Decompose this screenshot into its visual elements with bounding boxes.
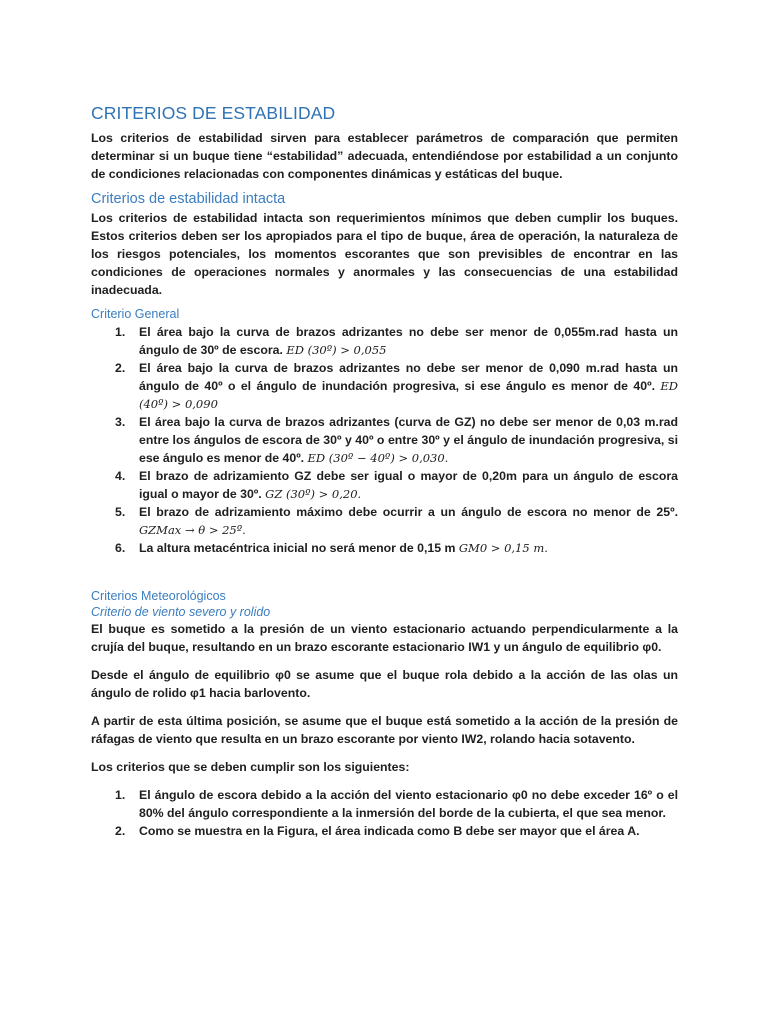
list-item-text: La altura metacéntrica inicial no será menor de 0,15 m bbox=[139, 541, 456, 555]
meteo-paragraph-2: Desde el ángulo de equilibrio φ0 se asume que el buque rola debido a la acción de las olas un ángulo de rolido φ1 hacia barlovento. bbox=[91, 668, 678, 700]
list-item-text: Como se muestra en la Figura, el área indicada como B debe ser mayor que el área A. bbox=[139, 824, 640, 838]
document-content bbox=[91, 103, 678, 840]
page-title: CRITERIOS DE ESTABILIDAD bbox=[91, 103, 336, 123]
viento-severo-subheading: Criterio de viento severo y rolido bbox=[91, 605, 271, 619]
formula: ED (40º) > 0,090 bbox=[139, 379, 678, 411]
criterio-general-heading: Criterio General bbox=[91, 307, 180, 321]
list-item: 5. El brazo de adrizamiento máximo debe ocurrir a un ángulo de escora no menor de 25º. GZMax → θ > 25º. bbox=[115, 505, 678, 537]
meteorologicos-list bbox=[91, 786, 678, 840]
formula: ED (30º) > 0,055 bbox=[286, 343, 387, 357]
list-item: 3. El área bajo la curva de brazos adrizantes (curva de GZ) no debe ser menor de 0,03 m.rad entre los ángulos de escora de 30º y 40º o entre 30º y el ángulo de inundación progresiva, si ese ángulo es menor de 40º. ED (30º − 40º) > 0,030. bbox=[115, 415, 678, 465]
formula: GZMax → θ > 25º. bbox=[139, 523, 246, 537]
list-item-text: El área bajo la curva de brazos adrizantes (curva de GZ) no debe ser menor de 0,03 m.rad entre los ángulos de escora de 30º y 40º o entre 30º y el ángulo de inundación progresiva, si ese ángulo es menor de 40º. bbox=[139, 415, 678, 465]
list-item: 6. La altura metacéntrica inicial no será menor de 0,15 m GM0 > 0,15 m. bbox=[115, 541, 548, 555]
list-item: 1. El ángulo de escora debido a la acción del viento estacionario φ0 no debe exceder 16º o el 80% del ángulo correspondiente a la inmersión del borde de la cubierta, el que sea menor. bbox=[115, 788, 678, 820]
intacta-paragraph: Los criterios de estabilidad intacta son requerimientos mínimos que deben cumplir los buques. Estos criterios deben ser los apropiados para el tipo de buque, área de operación, la naturaleza de los riesgos potenciales, los momentos escorantes que son previsibles de encontrar en las condiciones de operaciones normales y anormales y las consecuencias de una estabilidad inadecuada. bbox=[91, 211, 678, 297]
section-heading-intacta: Criterios de estabilidad intacta bbox=[91, 191, 286, 207]
criterio-general-list bbox=[91, 323, 678, 557]
list-item: 2. El área bajo la curva de brazos adrizantes no debe ser menor de 0,090 m.rad hasta un ángulo de 40º o el ángulo de inundación progresiva, si ese ángulo es menor de 40º. ED (40º) > 0,090 bbox=[115, 361, 678, 411]
list-item-text: El área bajo la curva de brazos adrizantes no debe ser menor de 0,090 m.rad hasta un ángulo de 40º o el ángulo de inundación progresiva, si ese ángulo es menor de 40º. bbox=[139, 361, 678, 393]
formula: GZ (30º) > 0,20. bbox=[265, 487, 362, 501]
meteo-paragraph-1: El buque es sometido a la presión de un viento estacionario actuando perpendicularmente a la crujía del buque, resultando en un brazo escorante estacionario IW1 y un ángulo de equilibrio φ0. bbox=[91, 622, 678, 654]
intro-paragraph: Los criterios de estabilidad sirven para establecer parámetros de comparación que permiten determinar si un buque tiene “estabilidad” adecuada, entendiéndose por estabilidad a un conjunto de condiciones relacionadas con componentes dinámicas y estáticas del buque. bbox=[91, 131, 678, 181]
formula: GM0 > 0,15 m. bbox=[458, 541, 548, 555]
list-item-text: El ángulo de escora debido a la acción del viento estacionario φ0 no debe exceder 16º o el 80% del ángulo correspondiente a la inmersión del borde de la cubierta, el que sea menor. bbox=[139, 788, 678, 820]
formula: ED (30º − 40º) > 0,030. bbox=[307, 451, 449, 465]
list-item: 2. Como se muestra en la Figura, el área indicada como B debe ser mayor que el área A. bbox=[115, 824, 640, 838]
list-item: 1. El área bajo la curva de brazos adrizantes no debe ser menor de 0,055m.rad hasta un ángulo de 30º de escora. ED (30º) > 0,055 bbox=[115, 325, 678, 357]
list-item-text: El brazo de adrizamiento máximo debe ocurrir a un ángulo de escora no menor de 25º. bbox=[139, 505, 678, 519]
list-item-text: El área bajo la curva de brazos adrizantes no debe ser menor de 0,055m.rad hasta un ángulo de 30º de escora. bbox=[139, 325, 678, 357]
list-item: 4. El brazo de adrizamiento GZ debe ser igual o mayor de 0,20m para un ángulo de escora igual o mayor de 30º. GZ (30º) > 0,20. bbox=[115, 469, 678, 501]
list-item-text: El brazo de adrizamiento GZ debe ser igual o mayor de 0,20m para un ángulo de escora igual o mayor de 30º. bbox=[139, 469, 678, 501]
meteo-paragraph-4: Los criterios que se deben cumplir son los siguientes: bbox=[91, 760, 410, 774]
meteorologicos-heading: Criterios Meteorológicos bbox=[91, 589, 226, 603]
meteo-paragraph-3: A partir de esta última posición, se asume que el buque está sometido a la acción de la presión de ráfagas de viento que resulta en un brazo escorante por viento IW2, rolando hacia sotavento. bbox=[91, 714, 678, 746]
